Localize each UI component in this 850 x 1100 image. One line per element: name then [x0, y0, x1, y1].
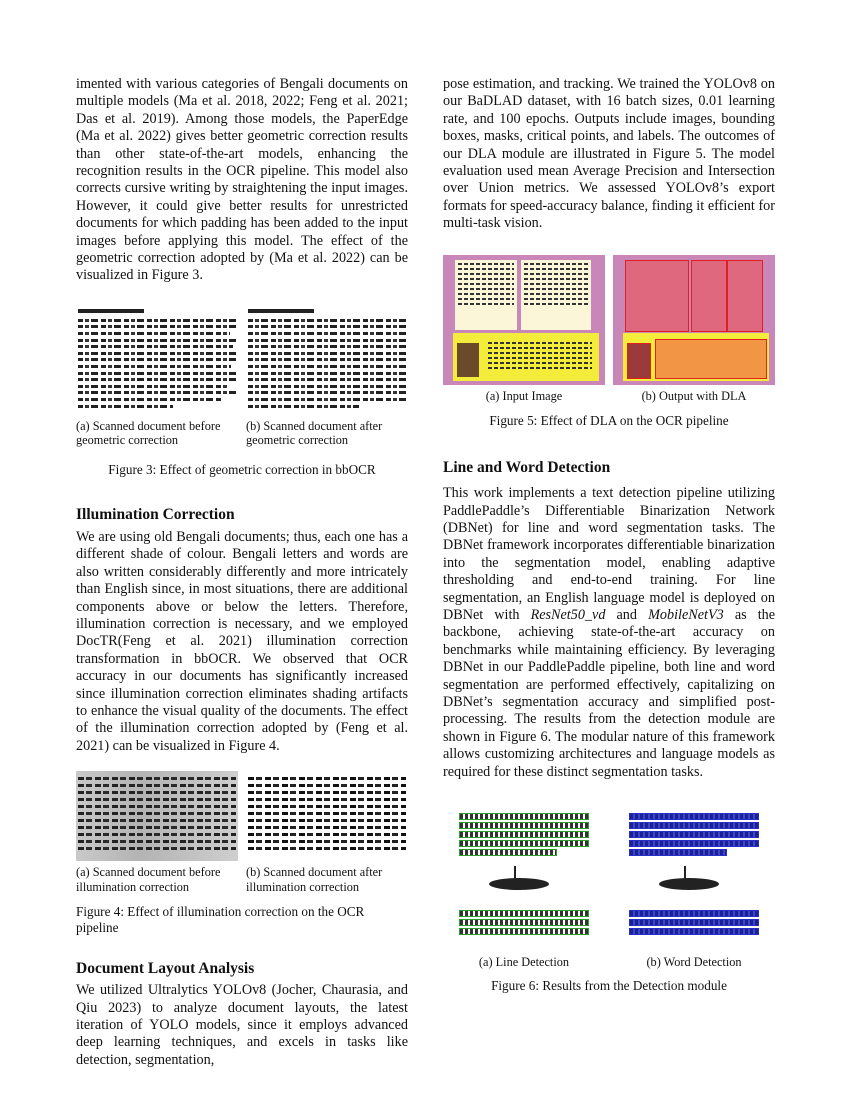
line-word-text-2: and	[616, 607, 637, 623]
figure-4b	[246, 771, 408, 894]
figure-6-caption: Figure 6: Results from the Detection module	[491, 977, 727, 993]
mobilenet-math: MobileNetV3	[648, 607, 724, 623]
line-word-text-1: This work implements a text detection pipeline utilizing PaddlePaddle’s Differentiable Binarization Network (DBNet) for line and word segmentation tasks. The DBNet framework incorporates differentiable binarization into the segmentation model, enabling adaptive thresholding and end-to-end training. For line segmentation, an English language model is deployed on DBNet with	[443, 485, 775, 623]
figure-4a	[76, 771, 238, 894]
illumination-after-image	[246, 771, 408, 861]
figure-5a-caption: (a) Input Image	[485, 388, 563, 403]
figure-4a-caption: (a) Scanned document before illumination correction	[76, 865, 221, 894]
line-word-heading: Line and Word Detection	[443, 459, 611, 477]
figure-6b	[613, 811, 775, 970]
word-detection-image	[613, 811, 775, 951]
intro-paragraph: imented with various categories of Bengali documents on multiple models (Ma et al. 2018, 2022; Feng et al. 2021; Das et al. 2019). Among those models, the PaperEdge (Ma et al. 2022) gives better geometric correction results than other state-of-the-art models, enhancing the recognition results in the OCR pipeline. This model also corrects cursive writing by straightening the input images. However, it could give better results for unrestricted documents for which padding has been added to the input images before applying this model. The effect of the geometric correction adopted by (Ma et al. 2022) can be visualized in Figure 3.	[76, 76, 408, 284]
figure-6b-caption: (b) Word Detection	[646, 955, 742, 970]
figure-5b	[613, 255, 775, 404]
figure-5	[443, 255, 775, 404]
figure-4b-caption: (b) Scanned document after illumination correction	[246, 865, 383, 894]
left-column	[76, 76, 408, 1069]
figure-3b-caption: (b) Scanned document after geometric correction	[246, 418, 383, 448]
dla-continued-paragraph: pose estimation, and tracking. We trained the YOLOv8 on our BaDLAD dataset, with 16 batch sizes, 0.01 learning rate, and 100 epochs. Outputs include images, bounding boxes, masks, critical points, and labels. The outcomes of our DLA module are illustrated in Figure 5. The model evaluation used mean Average Precision and Intersection over Union metrics. We assessed YOLOv8’s export formats for speed-accuracy balance, finding it efficient for multi-task vision.	[443, 76, 775, 232]
figure-6a-caption: (a) Line Detection	[478, 955, 570, 970]
line-detection-image	[443, 811, 605, 951]
figure-3	[76, 305, 408, 448]
figure-3a-caption: (a) Scanned document before geometric correction	[76, 418, 221, 448]
dla-output-image	[613, 255, 775, 385]
illumination-paragraph: We are using old Bengali documents; thus, each one has a different shade of colour. Bengali letters and words are also written considerably differently and more intricately than English since, in most situations, there are additional components above or below the letters. Therefore, illumination correction is necessary, and we employed DocTR(Feng et al. 2021) illumination correction transformation in bbOCR. We observed that OCR accuracy in our documents has significantly increased since illumination correction eliminates shading artifacts to enhance the visual quality of the documents. The effect of the illumination correction adopted by (Feng et al. 2021) can be visualized in Figure 4.	[76, 528, 408, 754]
resnet-math: ResNet50_vd	[530, 607, 606, 623]
figure-5b-caption: (b) Output with DLA	[641, 388, 747, 403]
right-column	[443, 76, 775, 994]
line-word-text-3: as the backbone, achieving state-of-the-art accuracy on benchmarks while maintaining efficiency. By leveraging DBNet in our PaddlePaddle pipeline, both line and word segmentation are performed effectively, capitalizing on DBNet’s segmentation accuracy and simplified post-processing. The results from the detection module are shown in Figure 6. The modular nature of this framework allows customizing architectures and language models as required for these distinct segmentation tasks.	[443, 607, 776, 780]
figure-3-caption: Figure 3: Effect of geometric correction in bbOCR	[108, 461, 376, 477]
figure-4-caption: Figure 4: Effect of illumination correction on the OCR pipeline	[76, 904, 365, 936]
figure-4	[76, 771, 408, 894]
line-word-paragraph	[443, 485, 775, 781]
geometric-after-image	[246, 305, 408, 415]
figure-5-caption: Figure 5: Effect of DLA on the OCR pipeline	[489, 413, 729, 429]
dla-heading: Document Layout Analysis	[76, 960, 255, 978]
figure-5a	[443, 255, 605, 404]
dla-paragraph: We utilized Ultralytics YOLOv8 (Jocher, Chaurasia, and Qiu 2023) to analyze document layouts, the latest iteration of YOLO models, since it employs advanced deep learning techniques, and excels in tasks like detection, segmentation,	[76, 982, 408, 1068]
dla-input-image	[443, 255, 605, 385]
geometric-before-image	[76, 305, 238, 415]
illumination-heading: Illumination Correction	[76, 505, 235, 523]
figure-3a	[76, 305, 238, 448]
figure-6	[443, 811, 775, 970]
figure-6a	[443, 811, 605, 970]
figure-3b	[246, 305, 408, 448]
illumination-before-image	[76, 771, 238, 861]
